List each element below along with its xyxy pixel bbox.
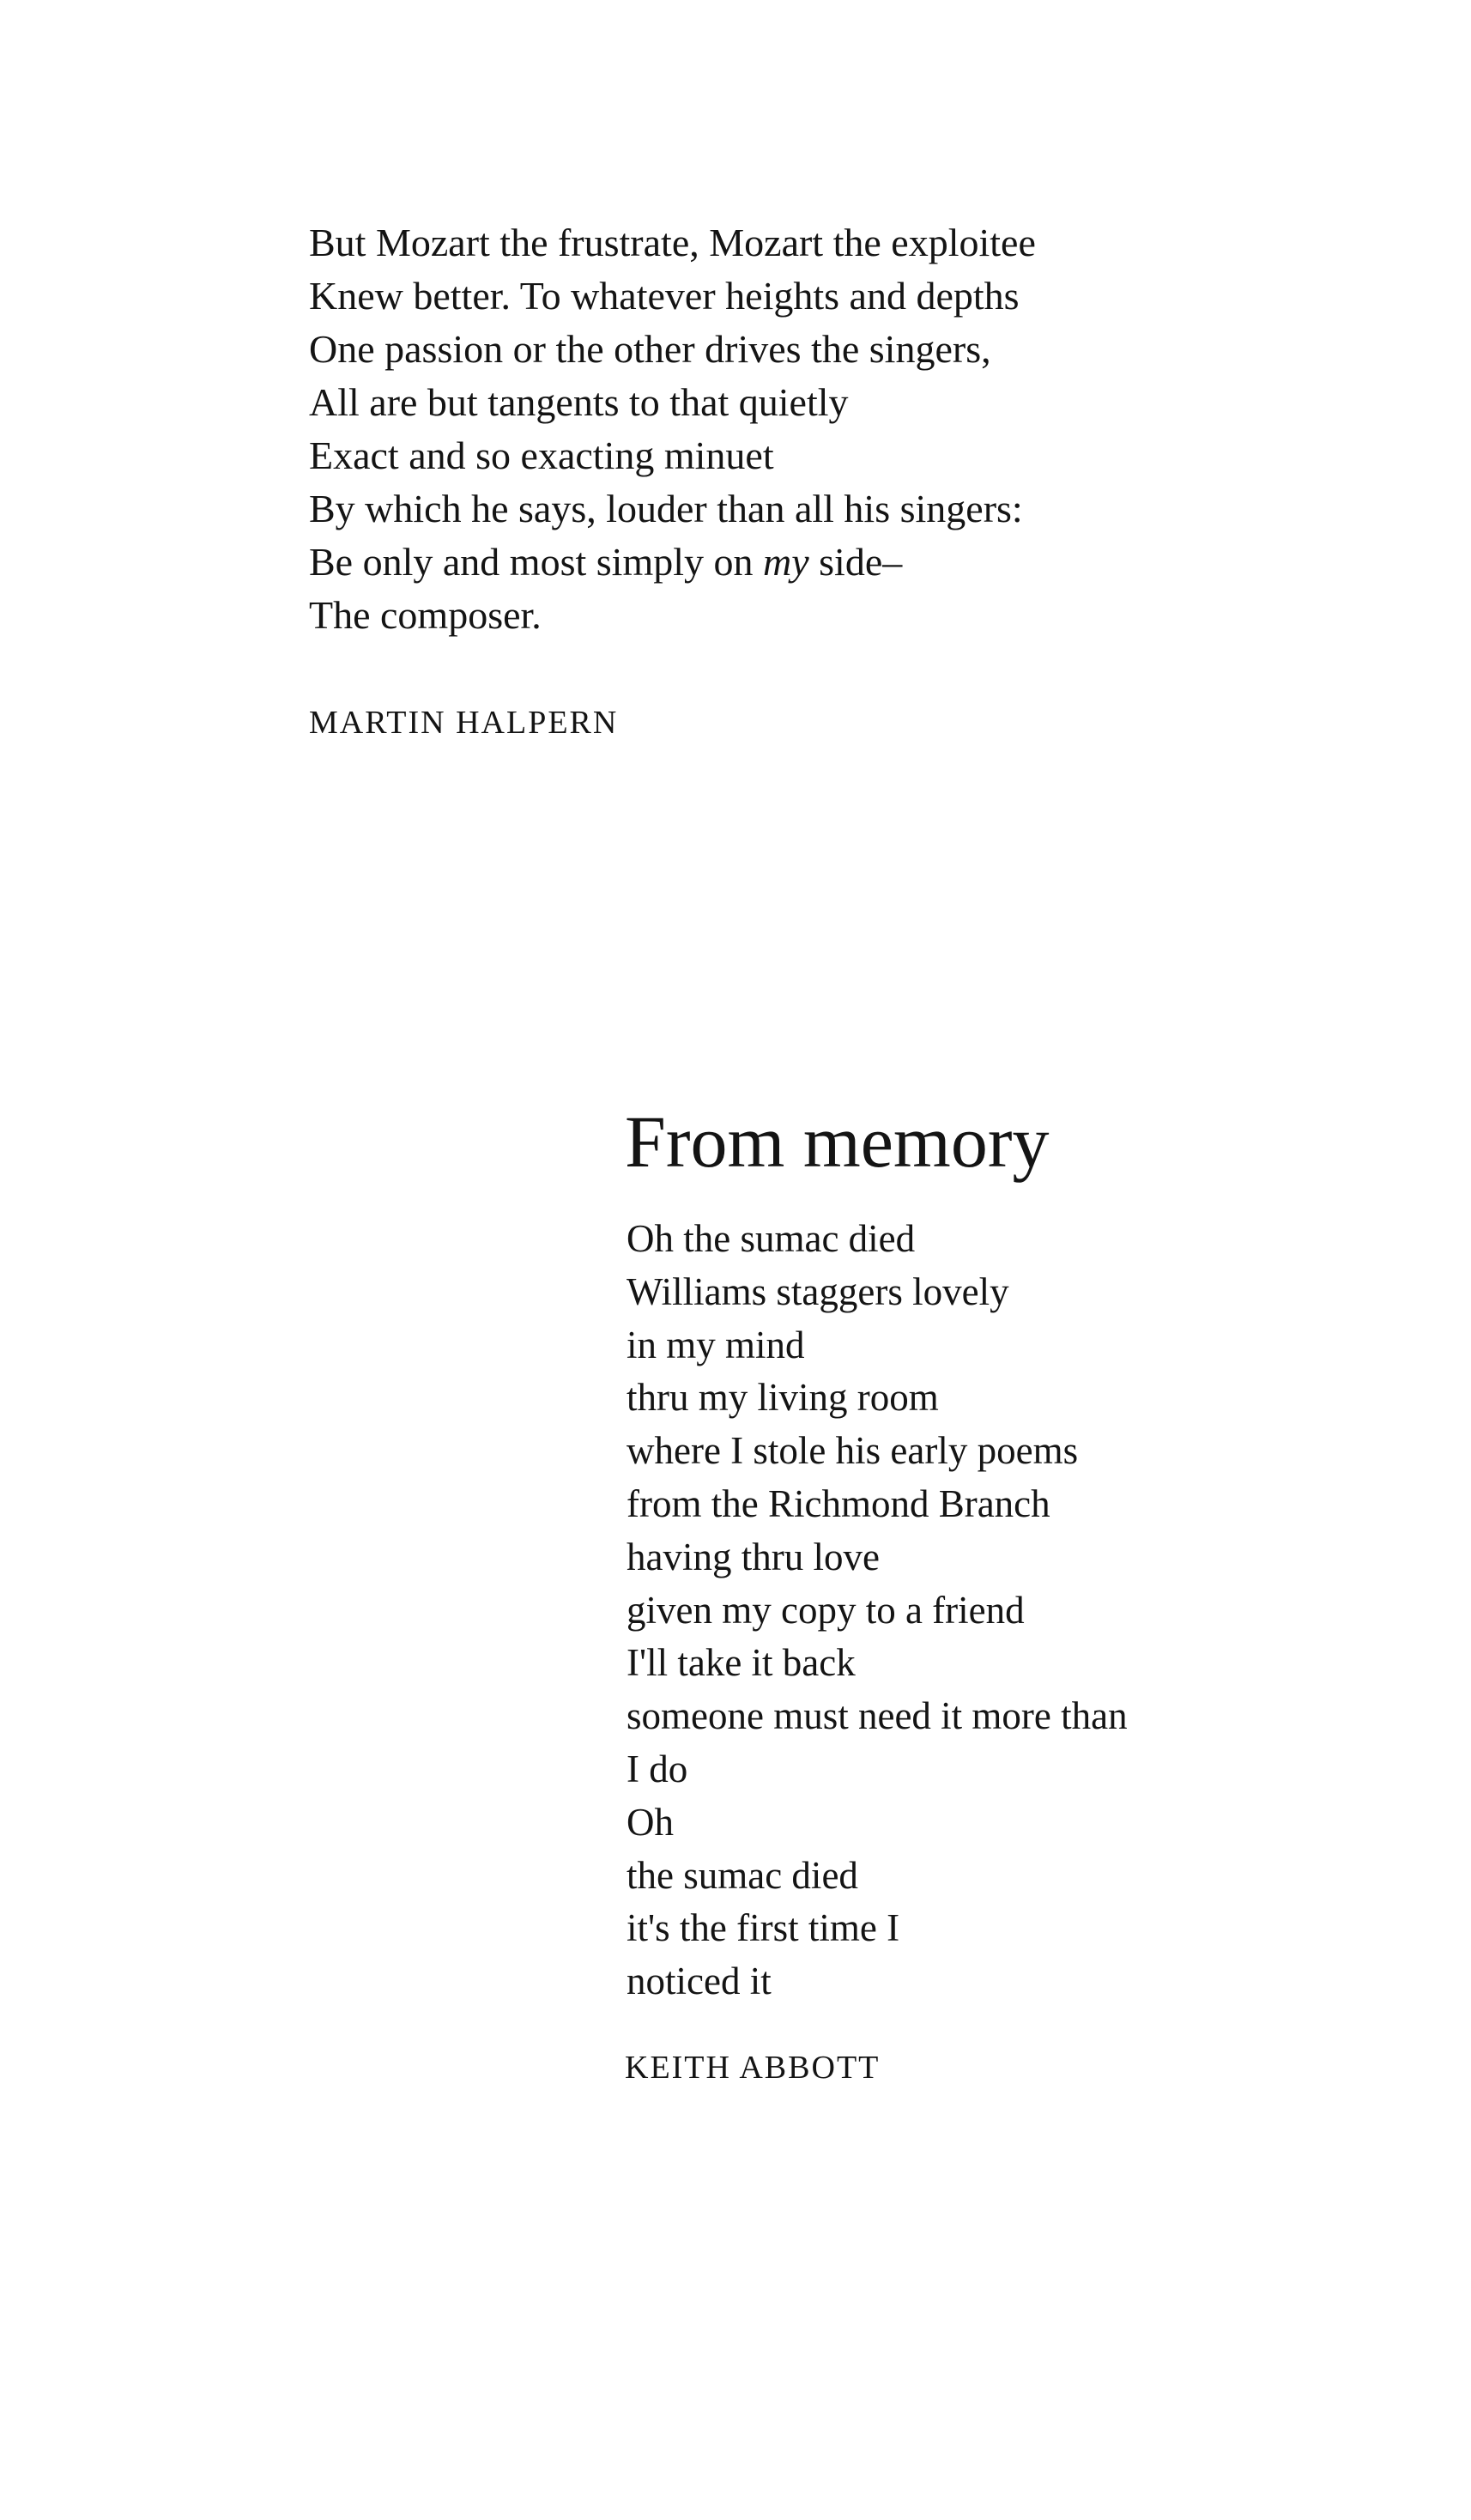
poem-line: Williams staggers lovely	[627, 1269, 1009, 1313]
poem-line-end: side–	[808, 540, 903, 584]
poem-line: noticed it	[627, 1960, 772, 2003]
poem-line: the sumac died	[627, 1853, 858, 1897]
poem-stanza-mozart	[309, 216, 1167, 642]
poem-line: But Mozart the frustrate, Mozart the exploitee	[309, 221, 1036, 264]
poem-line-emphasis	[309, 536, 1167, 589]
poem-line: Oh	[627, 1800, 674, 1844]
poem-line: from the Richmond Branch	[627, 1481, 1050, 1525]
poem-line: Knew better. To whatever heights and depths	[309, 274, 1020, 318]
author-martin-halpern: MARTIN HALPERN	[309, 705, 619, 741]
poem-line: someone must need it more than	[627, 1694, 1128, 1738]
poem-line: Oh the sumac died	[627, 1217, 916, 1260]
poem-line: having thru love	[627, 1535, 880, 1578]
emphasized-word: my	[763, 540, 809, 584]
poem-line: All are but tangents to that quietly	[309, 380, 849, 424]
poem-line: One passion or the other drives the singers,	[309, 327, 991, 371]
poem-title: From memory	[625, 1100, 1050, 1183]
poem-line: The composer.	[309, 593, 542, 637]
poem-line: in my mind	[627, 1323, 805, 1366]
poem-line: given my copy to a friend	[627, 1588, 1025, 1632]
poem-line: it's the first time I	[627, 1906, 900, 1950]
poem-line: Exact and so exacting minuet	[309, 433, 774, 477]
poem-body-from-memory	[627, 1213, 1399, 2008]
author-keith-abbott: KEITH ABBOTT	[625, 2050, 881, 2086]
poem-line: I do	[627, 1747, 688, 1790]
poem-line: I'll take it back	[627, 1641, 856, 1685]
poem-line: thru my living room	[627, 1376, 939, 1420]
poem-line-start: Be only and most simply on	[309, 540, 763, 584]
poem-line: where I stole his early poems	[627, 1429, 1079, 1473]
poem-line: By which he says, louder than all his singers:	[309, 487, 1023, 530]
